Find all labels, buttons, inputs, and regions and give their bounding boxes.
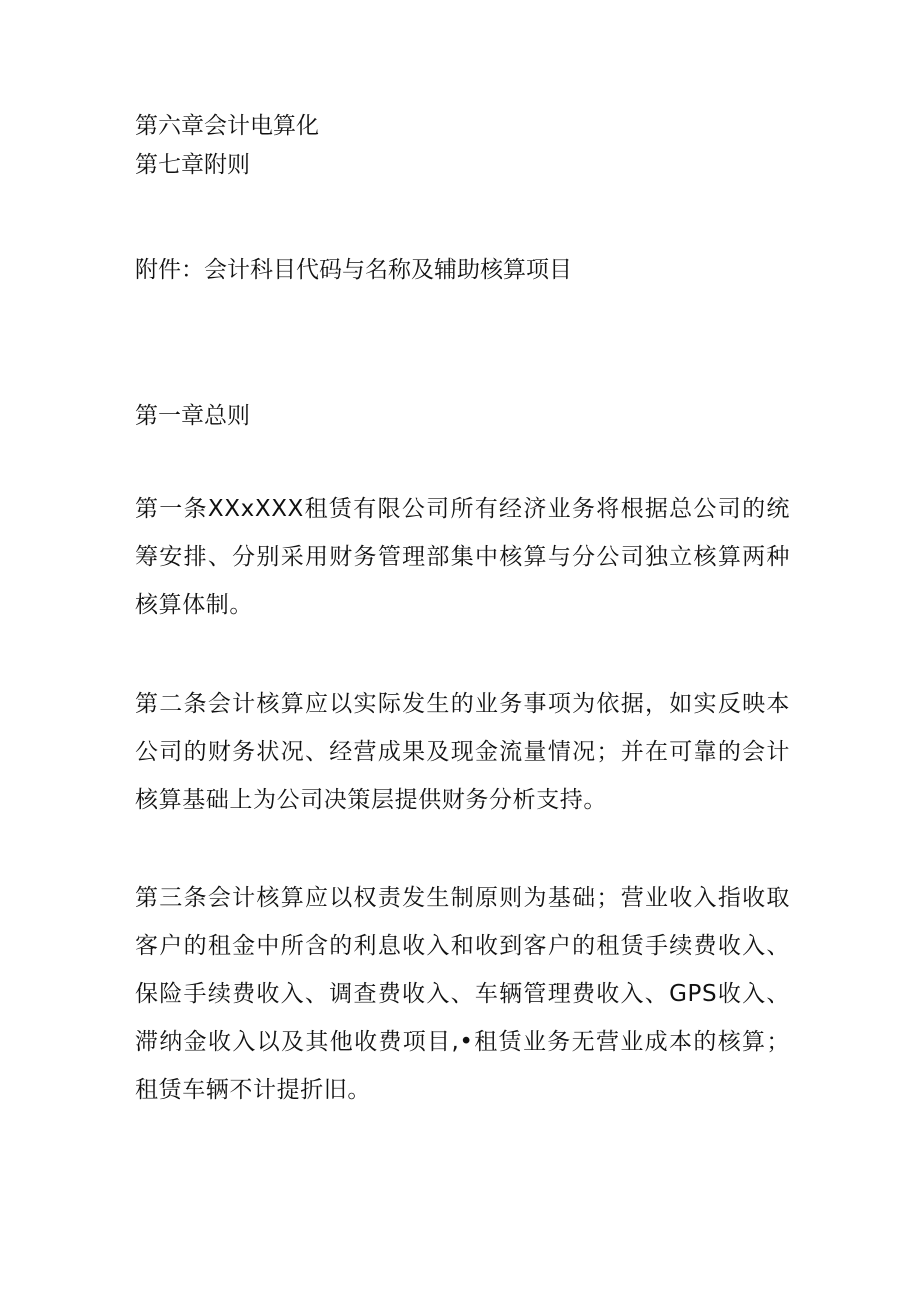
chapter-1-heading: 第一章总则: [135, 403, 250, 429]
toc-chapter-6: 第六章会计电算化: [135, 113, 319, 139]
article-2-paragraph: 第二条会计核算应以实际发生的业务事项为依据，如实反映本公司的财务状况、经营成果及现金流量情况；并在可靠的会计核算基础上为公司决策层提供财务分析支持。: [135, 691, 790, 813]
article-3-paragraph: 第三条会计核算应以权责发生制原则为基础；营业收入指收取客户的租金中所含的利息收入和收到客户的租赁手续费收入、保险手续费收入、调查费收入、车辆管理费收入、GPS收入、滞纳金收入以及其他收费项目,•租赁业务无营业成本的核算；租赁车辆不计提折旧。: [135, 885, 790, 1103]
article-1-paragraph: 第一条XXxXXX租赁有限公司所有经济业务将根据总公司的统筹安排、分别采用财务管理部集中核算与分公司独立核算两种核算体制。: [135, 496, 790, 618]
appendix-title: 附件：会计科目代码与名称及辅助核算项目: [135, 257, 572, 283]
toc-chapter-7: 第七章附则: [135, 152, 250, 178]
